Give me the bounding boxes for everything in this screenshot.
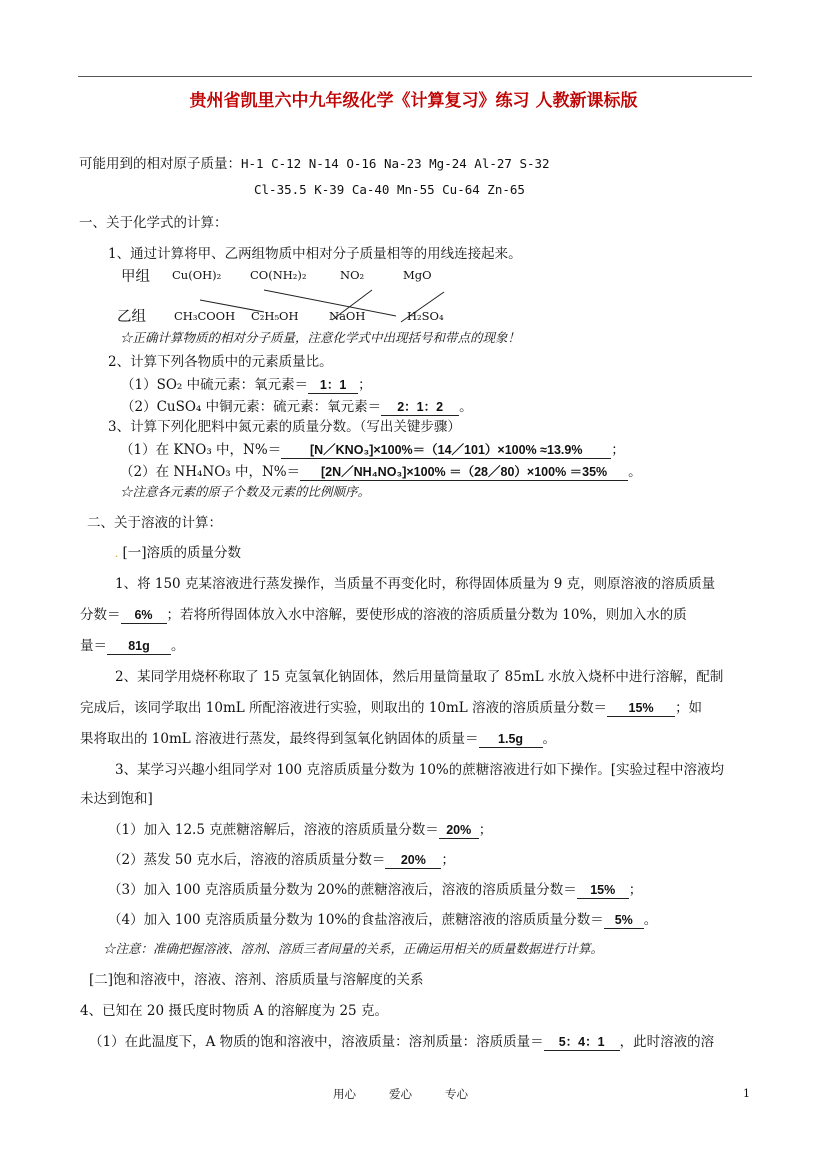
note-2: ☆注意各元素的原子个数及元素的比例顺序。 bbox=[120, 484, 371, 499]
answer-p1-1: 6% bbox=[121, 608, 167, 624]
problem-3a-text: （1）加入 12.5 克蔗糖溶解后，溶液的溶质质量分数＝ bbox=[108, 822, 439, 838]
footer-word: 爱心 bbox=[389, 1087, 412, 1101]
group-a-item: MgO bbox=[403, 268, 432, 282]
question-2b-text: （2）CuSO₄ 中铜元素：硫元素：氧元素＝ bbox=[121, 399, 382, 415]
section-heading-1: 一、关于化学式的计算： bbox=[79, 215, 228, 231]
problem-1-line-3 bbox=[80, 634, 185, 655]
problem-4a bbox=[89, 1030, 714, 1051]
answer-p3a: 20% bbox=[439, 823, 479, 839]
atomic-mass-values-1: H-1 C-12 N-14 O-16 Na-23 Mg-24 Al-27 S-32 bbox=[241, 156, 550, 171]
answer-p1-2: 81g bbox=[107, 639, 171, 655]
problem-3b bbox=[108, 848, 455, 869]
note-1: ☆正确计算物质的相对分子质量，注意化学式中出现括号和带点的现象！ bbox=[120, 330, 521, 345]
problem-3b-text: （2）蒸发 50 克水后，溶液的溶质质量分数＝ bbox=[108, 852, 386, 868]
problem-1-line-2 bbox=[80, 603, 687, 624]
answer-p2-1: 15% bbox=[607, 701, 675, 717]
answer-p4a: 5：4：1 bbox=[544, 1035, 620, 1051]
problem-3-line-2: 未达到饱和] bbox=[80, 791, 153, 807]
problem-3d-text: （4）加入 100 克溶质质量分数为 10%的食盐溶液后，蔗糖溶液的溶质质量分数＝ bbox=[108, 912, 604, 928]
problem-1-text: ；若将所得固体放入水中溶解，要使形成的溶液的溶质质量分数为 10%，则加入水的质 bbox=[166, 607, 687, 623]
question-3a-end: ； bbox=[611, 442, 625, 458]
problem-2-text: 。 bbox=[542, 731, 557, 747]
problem-2-text: 果将取出的 10mL 溶液进行蒸发，最终得到氢氧化钠固体的质量＝ bbox=[80, 731, 479, 747]
problem-4: 4、已知在 20 摄氏度时物质 A 的溶解度为 25 克。 bbox=[80, 1003, 388, 1019]
group-a-label: 甲组 bbox=[121, 269, 150, 285]
answer-3b: [2N／NH₄NO₃]×100% ＝（28／80）×100% ＝35% bbox=[300, 465, 628, 481]
atomic-mass-values-2: Cl-35.5 K-39 Ca-40 Mn-55 Cu-64 Zn-65 bbox=[254, 182, 525, 197]
group-b-item: C₂H₅OH bbox=[251, 309, 299, 323]
problem-3c-text: （3）加入 100 克溶质质量分数为 20%的蔗糖溶液后，溶液的溶质质量分数＝ bbox=[108, 882, 577, 898]
question-2: 2、计算下列各物质中的元素质量比。 bbox=[108, 354, 333, 370]
subheading-1-text: [一]溶质的质量分数 bbox=[122, 545, 242, 561]
section-heading-2: 二、关于溶液的计算： bbox=[87, 515, 222, 531]
problem-1-line-1: 1、将 150 克某溶液进行蒸发操作，当质量不再变化时，称得固体质量为 9 克，则原溶液的溶质质量 bbox=[115, 576, 716, 592]
group-b-item: H₂SO₄ bbox=[407, 309, 444, 323]
question-2a-text: （1）SO₂ 中硫元素：氧元素＝ bbox=[121, 377, 309, 393]
problem-3c bbox=[108, 878, 642, 899]
problem-4a-text: （1）在此温度下，A 物质的饱和溶液中，溶液质量：溶剂质量：溶质质量＝ bbox=[89, 1034, 544, 1050]
answer-3a: [N／KNO₃]×100%＝（14／101）×100% ≈13.9% bbox=[281, 443, 611, 459]
answer-p3b: 20% bbox=[385, 853, 441, 869]
problem-2-text: ；如 bbox=[675, 700, 703, 716]
question-1: 1、通过计算将甲、乙两组物质中相对分子质量相等的用线连接起来。 bbox=[108, 246, 522, 262]
answer-2b: 2：1：2 bbox=[381, 400, 459, 416]
problem-1-text: 分数＝ bbox=[80, 607, 121, 623]
question-3a-text: （1）在 KNO₃ 中，N%＝ bbox=[120, 442, 282, 458]
question-2b-end: 。 bbox=[459, 399, 473, 415]
problem-3a bbox=[108, 818, 492, 839]
question-2a bbox=[121, 373, 372, 394]
note-3: ☆注意：准确把握溶液、溶剂、溶质三者间量的关系，正确运用相关的质量数据进行计算。 bbox=[103, 941, 604, 956]
group-b-label: 乙组 bbox=[117, 309, 146, 325]
answer-2a: 1：1 bbox=[308, 378, 358, 394]
footer-word: 用心 bbox=[333, 1087, 356, 1101]
group-a-item: CO(NH₂)₂ bbox=[250, 268, 307, 282]
problem-2-line-3 bbox=[80, 727, 556, 748]
problem-3d bbox=[108, 908, 657, 929]
answer-p2-2: 1.5g bbox=[479, 732, 543, 748]
problem-3-line-1: 3、某学习兴趣小组同学对 100 克溶质质量分数为 10%的蔗糖溶液进行如下操作。[实验过程中溶液均 bbox=[115, 762, 725, 778]
problem-3a-end: ； bbox=[478, 822, 493, 838]
problem-2-line-2 bbox=[80, 696, 702, 717]
question-3: 3、计算下列化肥料中氮元素的质量分数。（写出关键步骤） bbox=[108, 419, 461, 435]
group-a-item: Cu(OH)₂ bbox=[172, 268, 222, 282]
problem-3b-end: ； bbox=[441, 852, 455, 868]
problem-2-text: 完成后，该同学取出 10mL 所配溶液进行实验，则取出的 10mL 溶液的溶质质量分数＝ bbox=[80, 700, 608, 716]
question-3b-text: （2）在 NH₄NO₃ 中，N%＝ bbox=[120, 464, 301, 480]
problem-4a-end: ，此时溶液的溶 bbox=[619, 1034, 715, 1050]
question-3b-end: 。 bbox=[628, 464, 642, 480]
group-a-item: NO₂ bbox=[340, 268, 365, 282]
question-2b bbox=[121, 395, 473, 416]
page-number: 1 bbox=[743, 1087, 750, 1100]
answer-p3c: 15% bbox=[577, 883, 629, 899]
question-3a bbox=[120, 438, 625, 459]
group-b-item: NaOH bbox=[329, 309, 366, 323]
problem-3c-end: ； bbox=[628, 882, 643, 898]
answer-p3d: 5% bbox=[604, 913, 644, 929]
problem-1-text: 量＝ bbox=[80, 638, 107, 654]
problem-2-line-1: 2、某同学用烧杯称取了 15 克氢氧化钠固体，然后用量筒量取了 85mL 水放入烧杯中进行溶解，配制 bbox=[115, 669, 724, 685]
question-3b bbox=[120, 460, 642, 481]
atomic-mass-label: 可能用到的相对原子质量： bbox=[79, 156, 241, 172]
subheading-1: . [一]溶质的质量分数 bbox=[115, 545, 242, 561]
footer-word: 专心 bbox=[445, 1087, 468, 1101]
problem-3d-end: 。 bbox=[643, 912, 658, 928]
problem-1-text: 。 bbox=[171, 638, 185, 654]
document-title: 贵州省凯里六中九年级化学《计算复习》练习 人教新课标版 bbox=[189, 91, 638, 111]
group-b-item: CH₃COOH bbox=[174, 309, 236, 323]
subheading-2: [二]饱和溶液中，溶液、溶剂、溶质质量与溶解度的关系 bbox=[89, 972, 424, 988]
question-2a-end: ； bbox=[358, 377, 372, 393]
